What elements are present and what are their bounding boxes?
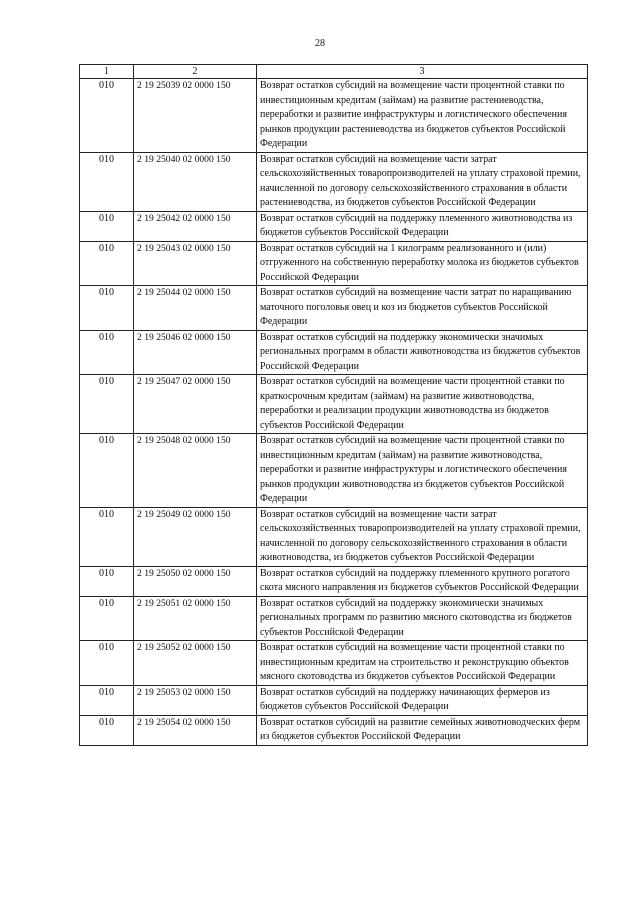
table-row <box>80 507 588 566</box>
description-cell: Возврат остатков субсидий на 1 килограмм реализованного и (или) отгруженного на собственную переработку молока из бюджетов субъектов Российской Федерации <box>257 241 588 286</box>
table-row <box>80 211 588 241</box>
table-header-row <box>80 65 588 79</box>
page-number: 28 <box>315 38 325 49</box>
admin-code-cell: 010 <box>80 685 134 715</box>
table-row <box>80 79 588 153</box>
table-row <box>80 596 588 641</box>
description-cell: Возврат остатков субсидий на поддержку племенного крупного рогатого скота мясного направления из бюджетов субъектов Российской Федерации <box>257 566 588 596</box>
admin-code-cell: 010 <box>80 79 134 153</box>
budget-code-cell: 2 19 25050 02 0000 150 <box>134 566 257 596</box>
column-header-1: 1 <box>80 65 134 79</box>
admin-code-cell: 010 <box>80 330 134 375</box>
budget-code-cell: 2 19 25052 02 0000 150 <box>134 641 257 686</box>
admin-code-cell: 010 <box>80 641 134 686</box>
table-row <box>80 715 588 745</box>
table-row <box>80 566 588 596</box>
description-cell: Возврат остатков субсидий на возмещение части процентной ставки по инвестиционным кредитам (займам) на развитие животноводства, переработки и развитие инфраструктуры и логистического обеспечения рынков продукции животноводства из бюджетов субъектов Российской Федерации <box>257 434 588 508</box>
table-row <box>80 641 588 686</box>
description-cell: Возврат остатков субсидий на возмещение части затрат сельскохозяйственных товаропроизводителей на уплату страховой премии, начисленной по договору сельскохозяйственного страхования в области животноводства, из бюджетов субъектов Российской Федерации <box>257 507 588 566</box>
admin-code-cell: 010 <box>80 375 134 434</box>
admin-code-cell: 010 <box>80 241 134 286</box>
admin-code-cell: 010 <box>80 596 134 641</box>
budget-code-cell: 2 19 25046 02 0000 150 <box>134 330 257 375</box>
budget-code-cell: 2 19 25049 02 0000 150 <box>134 507 257 566</box>
description-cell: Возврат остатков субсидий на возмещение части процентной ставки по инвестиционным кредитам на строительство и реконструкцию объектов мясного скотоводства из бюджетов субъектов Российской Федерации <box>257 641 588 686</box>
admin-code-cell: 010 <box>80 434 134 508</box>
revenue-codes-table <box>79 64 588 746</box>
budget-code-cell: 2 19 25048 02 0000 150 <box>134 434 257 508</box>
admin-code-cell: 010 <box>80 211 134 241</box>
description-cell: Возврат остатков субсидий на возмещение части процентной ставки по инвестиционным кредитам (займам) на развитие растениеводства, переработки и развитие инфраструктуры и логистического обеспечения рынков продукции растениеводства из бюджетов субъектов Российской Федерации <box>257 79 588 153</box>
budget-code-cell: 2 19 25054 02 0000 150 <box>134 715 257 745</box>
table-row <box>80 434 588 508</box>
description-cell: Возврат остатков субсидий на поддержку начинающих фермеров из бюджетов субъектов Российской Федерации <box>257 685 588 715</box>
table-row <box>80 330 588 375</box>
admin-code-cell: 010 <box>80 152 134 211</box>
description-cell: Возврат остатков субсидий на возмещение части затрат по наращиванию маточного поголовья овец и коз из бюджетов субъектов Российской Федерации <box>257 286 588 331</box>
budget-code-cell: 2 19 25044 02 0000 150 <box>134 286 257 331</box>
description-cell: Возврат остатков субсидий на поддержку племенного животноводства из бюджетов субъектов Российской Федерации <box>257 211 588 241</box>
description-cell: Возврат остатков субсидий на возмещение части процентной ставки по краткосрочным кредитам (займам) на развитие животноводства, переработки и реализации продукции животноводства из бюджетов субъектов Российской Федерации <box>257 375 588 434</box>
table-row <box>80 375 588 434</box>
admin-code-cell: 010 <box>80 286 134 331</box>
admin-code-cell: 010 <box>80 715 134 745</box>
budget-code-cell: 2 19 25039 02 0000 150 <box>134 79 257 153</box>
budget-code-cell: 2 19 25042 02 0000 150 <box>134 211 257 241</box>
table-body <box>80 79 588 746</box>
table-row <box>80 152 588 211</box>
column-header-2: 2 <box>134 65 257 79</box>
table-row <box>80 286 588 331</box>
budget-code-cell: 2 19 25043 02 0000 150 <box>134 241 257 286</box>
admin-code-cell: 010 <box>80 566 134 596</box>
budget-code-cell: 2 19 25047 02 0000 150 <box>134 375 257 434</box>
description-cell: Возврат остатков субсидий на возмещение части затрат сельскохозяйственных товаропроизводителей на уплату страховой премии, начисленной по договору сельскохозяйственного страхования в области растениеводства, из бюджетов субъектов Российской Федерации <box>257 152 588 211</box>
description-cell: Возврат остатков субсидий на развитие семейных животноводческих ферм из бюджетов субъектов Российской Федерации <box>257 715 588 745</box>
admin-code-cell: 010 <box>80 507 134 566</box>
budget-code-cell: 2 19 25051 02 0000 150 <box>134 596 257 641</box>
column-header-3: 3 <box>257 65 588 79</box>
table-row <box>80 685 588 715</box>
budget-code-cell: 2 19 25040 02 0000 150 <box>134 152 257 211</box>
description-cell: Возврат остатков субсидий на поддержку экономически значимых региональных программ по развитию мясного скотоводства из бюджетов субъектов Российской Федерации <box>257 596 588 641</box>
description-cell: Возврат остатков субсидий на поддержку экономически значимых региональных программ в области животноводства из бюджетов субъектов Российской Федерации <box>257 330 588 375</box>
table-row <box>80 241 588 286</box>
budget-code-cell: 2 19 25053 02 0000 150 <box>134 685 257 715</box>
